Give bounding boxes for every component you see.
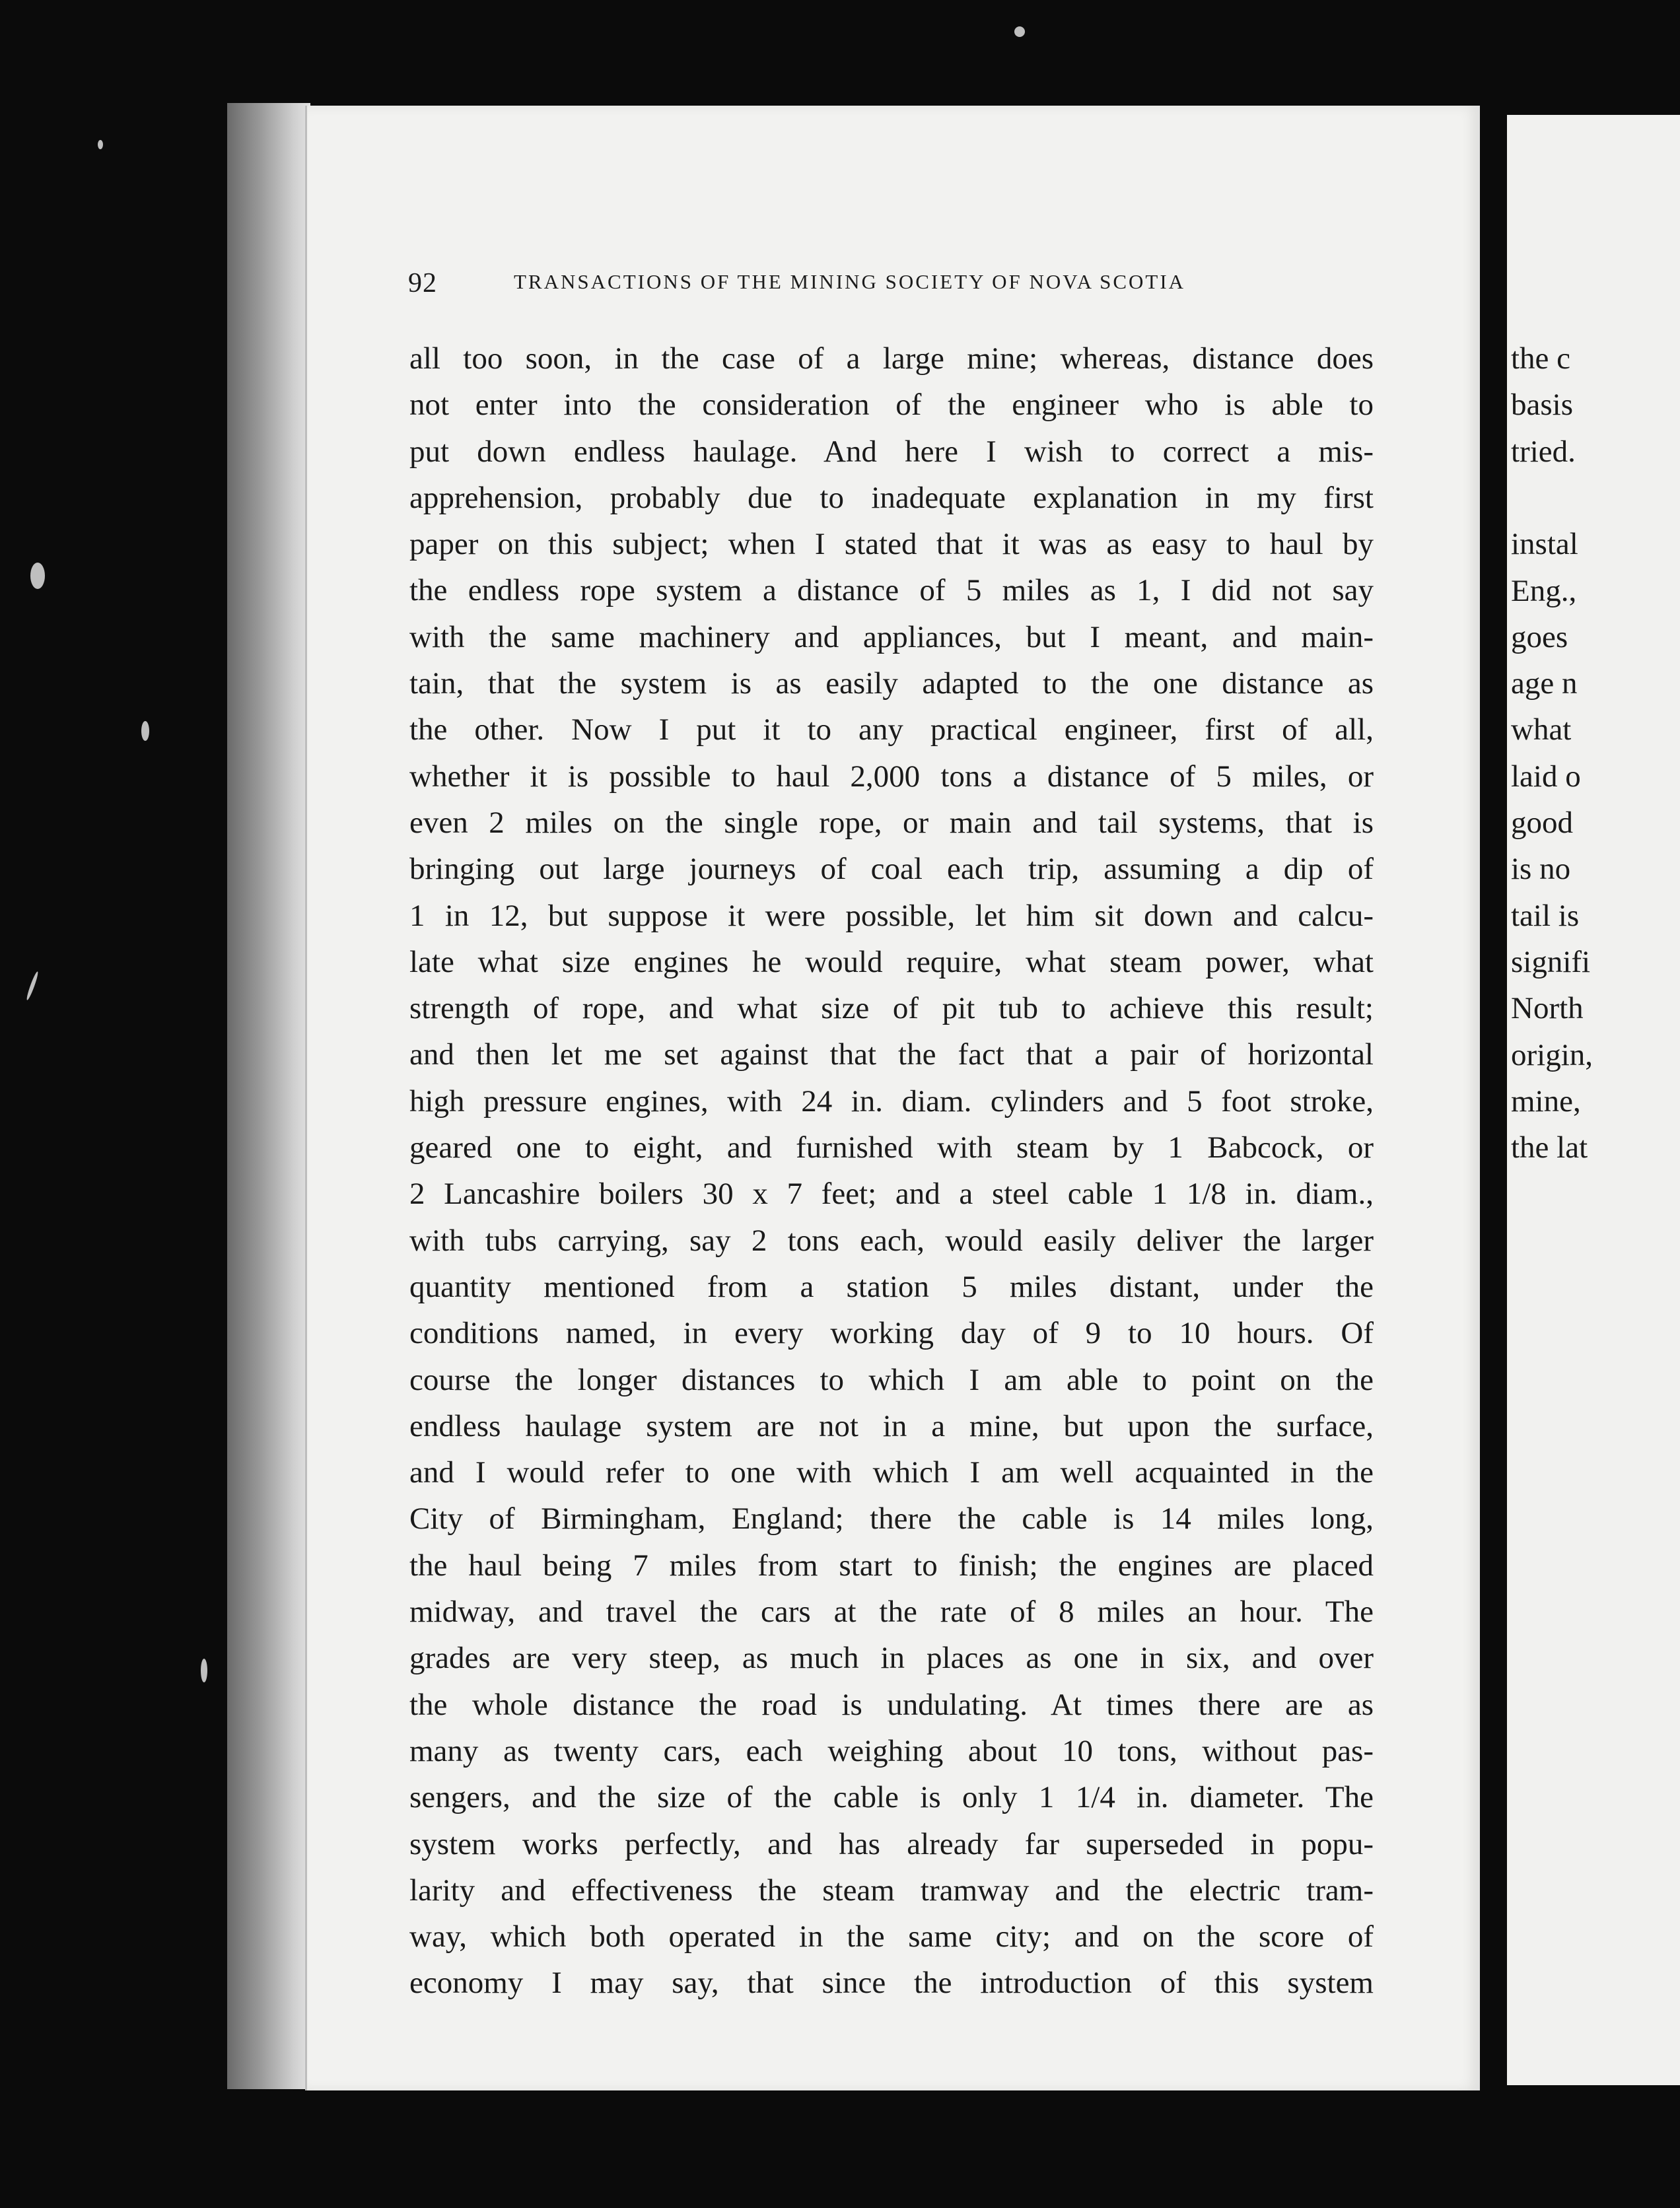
page-header — [408, 267, 1372, 307]
running-head: TRANSACTIONS OF THE MINING SOCIETY OF NOVA SCOTIA — [514, 270, 1186, 293]
facing-page-line: tail is — [1511, 898, 1580, 933]
text-line: economy I may say, that since the introduction of this system — [409, 1966, 1374, 2001]
body-text — [409, 335, 1374, 2007]
text-line: bringing out large journeys of coal each trip, assuming a dip of — [409, 852, 1374, 887]
text-line: way, which both operated in the same city; and on the score of — [409, 1919, 1374, 1954]
page-edge — [227, 103, 310, 2089]
text-line: geared one to eight, and furnished with steam by 1 Babcock, or — [409, 1130, 1374, 1165]
text-line: grades are very steep, as much in places as one in six, and over — [409, 1641, 1374, 1676]
text-line: and then let me set against that the fact that a pair of horizontal — [409, 1037, 1374, 1072]
text-line: with tubs carrying, say 2 tons each, would easily deliver the larger — [409, 1223, 1374, 1258]
facing-page-line: instal — [1511, 527, 1578, 562]
text-line: the whole distance the road is undulating. At times there are as — [409, 1687, 1374, 1722]
text-line: the endless rope system a distance of 5 miles as 1, I did not say — [409, 573, 1374, 608]
facing-page-line: basis — [1511, 388, 1573, 423]
text-line: all too soon, in the case of a large mine; whereas, distance does — [409, 341, 1374, 376]
facing-page-line: origin, — [1511, 1037, 1593, 1072]
text-line: conditions named, in every working day of 9 to 10 hours. Of — [409, 1316, 1374, 1351]
facing-page-line: good — [1511, 806, 1573, 840]
facing-page-line: signifi — [1511, 944, 1591, 979]
text-line: 2 Lancashire boilers 30 x 7 feet; and a steel cable 1 1/8 in. diam., — [409, 1177, 1374, 1212]
facing-page-line: North — [1511, 991, 1584, 1026]
text-line: whether it is possible to haul 2,000 tons a distance of 5 miles, or — [409, 759, 1374, 794]
text-line: larity and effectiveness the steam tramway and the electric tram- — [409, 1873, 1374, 1908]
facing-page-line: the c — [1511, 341, 1571, 376]
text-line: paper on this subject; when I stated that it was as easy to haul by — [409, 527, 1374, 562]
text-line: tain, that the system is as easily adapted to the one distance as — [409, 666, 1374, 701]
scan-speck — [1014, 26, 1025, 37]
scan-speck — [141, 721, 149, 741]
text-line: not enter into the consideration of the engineer who is able to — [409, 388, 1374, 423]
text-line: quantity mentioned from a station 5 miles distant, under the — [409, 1269, 1374, 1304]
text-line: strength of rope, and what size of pit tub to achieve this result; — [409, 991, 1374, 1026]
text-line: course the longer distances to which I am able to point on the — [409, 1362, 1374, 1397]
text-line: many as twenty cars, each weighing about 10 tons, without pas- — [409, 1733, 1374, 1768]
text-line: high pressure engines, with 24 in. diam. cylinders and 5 foot stroke, — [409, 1084, 1374, 1119]
scan-speck — [201, 1659, 207, 1682]
text-line: City of Birmingham, England; there the cable is 14 miles long, — [409, 1501, 1374, 1536]
scan-speck — [98, 140, 103, 149]
facing-page-line: laid o — [1511, 759, 1581, 794]
text-line: the haul being 7 miles from start to finish; the engines are placed — [409, 1548, 1374, 1583]
facing-page-line: Eng., — [1511, 573, 1577, 608]
text-line: sengers, and the size of the cable is only 1 1/4 in. diameter. The — [409, 1780, 1374, 1815]
text-line: 1 in 12, but suppose it were possible, let him sit down and calcu- — [409, 898, 1374, 933]
facing-page-line: mine, — [1511, 1084, 1581, 1119]
facing-page-line: is no — [1511, 852, 1571, 887]
text-line: late what size engines he would require, what steam power, what — [409, 944, 1374, 979]
text-line: apprehension, probably due to inadequate explanation in my first — [409, 480, 1374, 515]
text-line: and I would refer to one with which I am well acquainted in the — [409, 1455, 1374, 1490]
page-number: 92 — [408, 268, 437, 298]
facing-page-line: age n — [1511, 666, 1578, 701]
text-line: midway, and travel the cars at the rate of 8 miles an hour. The — [409, 1595, 1374, 1630]
facing-page-line: the lat — [1511, 1130, 1588, 1165]
facing-page-line: goes — [1511, 619, 1568, 654]
text-line: the other. Now I put it to any practical engineer, first of all, — [409, 712, 1374, 747]
text-line: endless haulage system are not in a mine, but upon the surface, — [409, 1408, 1374, 1443]
text-line: with the same machinery and appliances, but I meant, and main- — [409, 619, 1374, 654]
text-line: even 2 miles on the single rope, or main and tail systems, that is — [409, 805, 1374, 840]
scan-speck — [30, 563, 45, 589]
scan-speck — [25, 971, 39, 1000]
facing-page — [1507, 115, 1680, 2085]
facing-page-line: tried. — [1511, 434, 1576, 469]
text-line: system works perfectly, and has already far superseded in popu- — [409, 1826, 1374, 1861]
text-line: put down endless haulage. And here I wish to correct a mis- — [409, 434, 1374, 469]
facing-page-line: what — [1511, 712, 1572, 747]
